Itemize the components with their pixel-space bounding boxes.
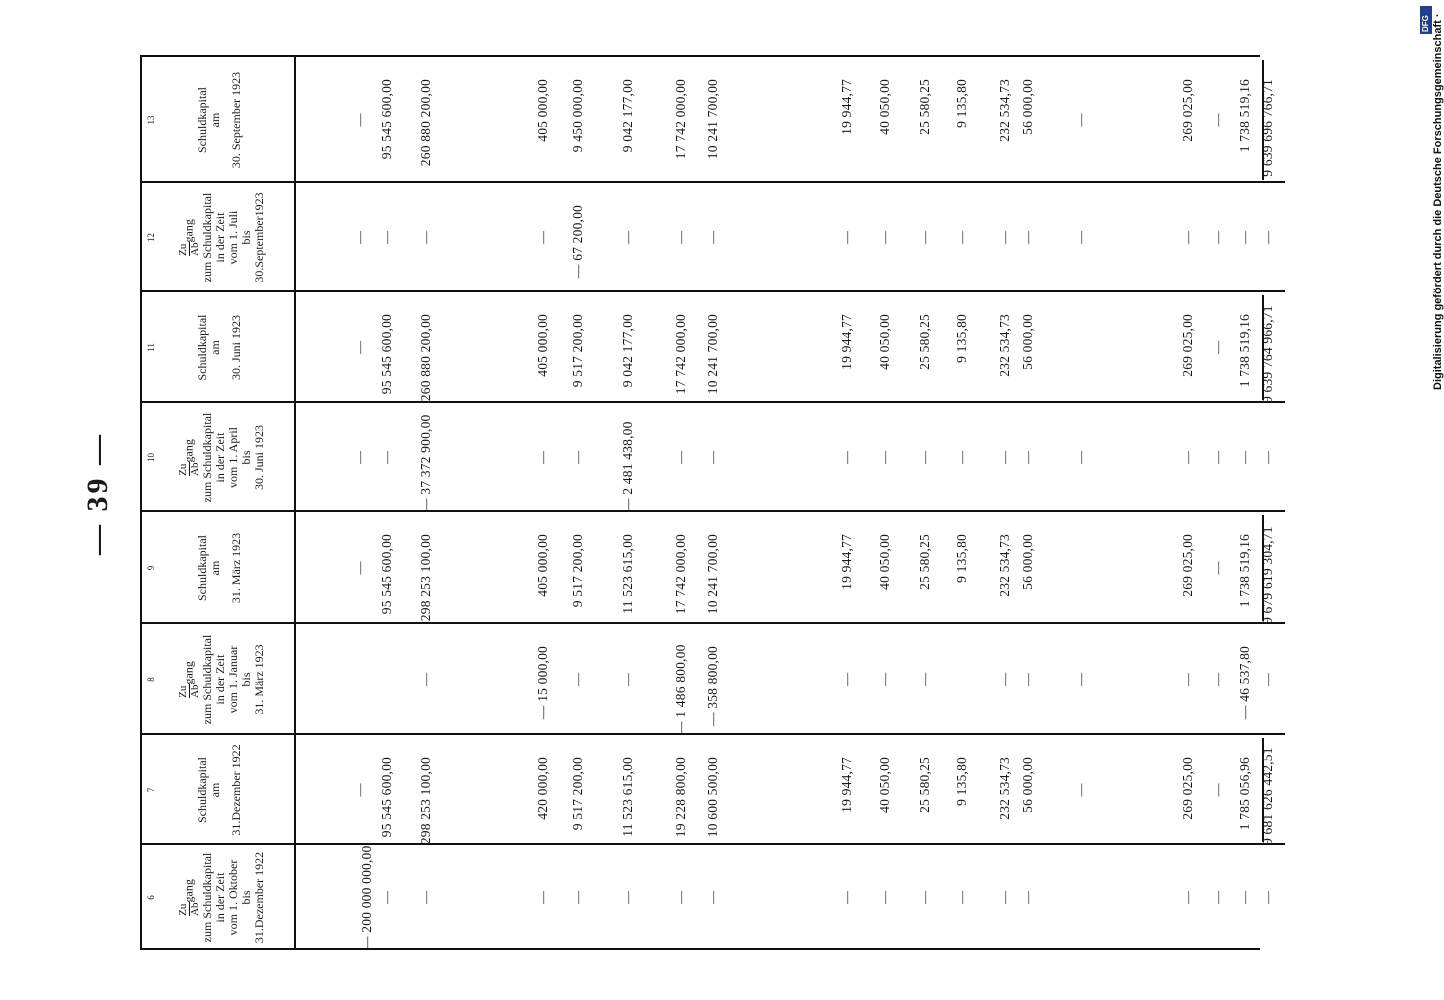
empty-cell-dash: — (954, 231, 969, 244)
empty-cell-dash: — (1210, 451, 1225, 464)
header-line: in der Zeit (213, 432, 227, 483)
header-line: vom 1. Oktober (226, 859, 240, 936)
empty-cell-dash: — (1020, 891, 1035, 904)
header-line: 31.Dezember 1922 (229, 744, 243, 836)
header-bottom-rule (294, 57, 296, 950)
ab-label: Ab (189, 684, 201, 698)
empty-cell-dash: — (1073, 783, 1088, 797)
cell-value: 9 517 200,00 (570, 314, 585, 388)
cell-value: 40 050,00 (877, 79, 892, 135)
cell-value: 40 050,00 (877, 534, 892, 590)
header-line: Schuldkapital (195, 87, 209, 153)
cell-value: 17 742 000,00 (673, 79, 688, 160)
empty-cell-dash: — (839, 451, 854, 464)
table-top-rule (140, 57, 142, 950)
cell-value: 95 545 600,00 (379, 79, 394, 160)
empty-cell-dash: — (1260, 673, 1275, 686)
empty-cell-dash: — (877, 451, 892, 464)
cell-value: 420 000,00 (535, 757, 550, 820)
cell-value: 9 135,80 (954, 534, 969, 583)
column-header-9 (196, 512, 243, 624)
empty-cell-dash: — (673, 231, 688, 244)
header-line: 31. März 1923 (229, 532, 243, 604)
column-number: 12 (146, 233, 156, 242)
column-header-8 (178, 624, 266, 735)
column-header-13 (196, 57, 243, 183)
cell-value: 19 944,77 (839, 757, 854, 813)
cell-value: 9 135,80 (954, 79, 969, 128)
cell-value: 1 738 519,16 (1237, 314, 1252, 388)
header-line: zum Schuldkapital (200, 852, 214, 943)
column-rule (140, 511, 1285, 513)
empty-cell-dash: — (352, 113, 367, 127)
header-line: zum Schuldkapital (200, 412, 214, 503)
empty-cell-dash: — (1020, 451, 1035, 464)
zu-ab-fraction (178, 462, 201, 475)
empty-cell-dash: — (839, 673, 854, 686)
header-line: Schuldkapital (195, 314, 209, 381)
zu-label: Zu (177, 243, 189, 256)
cell-value: 40 050,00 (877, 314, 892, 370)
column-number: 10 (146, 453, 156, 462)
header-line: am (208, 560, 222, 576)
empty-cell-dash: — (877, 673, 892, 686)
cell-value: 269 025,00 (1180, 314, 1195, 377)
cell-value: 9 639 696 766,71 (1260, 79, 1275, 177)
empty-cell-dash: — (997, 673, 1012, 686)
empty-cell-dash: — (1210, 673, 1225, 686)
empty-cell-dash: — (954, 891, 969, 904)
empty-cell-dash: — (1073, 113, 1088, 127)
empty-cell-dash: — (352, 561, 367, 575)
header-line: 30. Juni 1923 (252, 425, 266, 491)
cell-value: 9 681 626 442,51 (1260, 747, 1275, 845)
table-right-rule (140, 55, 1260, 57)
cell-value: 405 000,00 (535, 314, 550, 377)
header-line: zum Schuldkapital (200, 192, 214, 283)
empty-cell-dash: — (1237, 231, 1252, 244)
column-header-11 (196, 292, 243, 403)
gang-label: gang (181, 439, 196, 463)
cell-value: 260 880 200,00 (418, 79, 433, 167)
empty-cell-dash: — (620, 891, 635, 904)
empty-cell-dash: — (1210, 891, 1225, 904)
ab-label: Ab (189, 902, 201, 916)
cell-value: 9 042 177,00 (620, 314, 635, 388)
header-line: zum Schuldkapital (200, 634, 214, 725)
empty-cell-dash: — (673, 891, 688, 904)
ab-label: Ab (189, 462, 201, 476)
empty-cell-dash: — (997, 891, 1012, 904)
empty-cell-dash: — (1180, 451, 1195, 464)
cell-value: 269 025,00 (1180, 757, 1195, 820)
cell-value: 9 517 200,00 (570, 534, 585, 608)
empty-cell-dash: — (1260, 231, 1275, 244)
column-header-7 (196, 735, 243, 845)
page-number: — 39 — (81, 432, 114, 555)
header-line: vom 1. Januar (226, 645, 240, 714)
cell-value: 19 944,77 (839, 79, 854, 135)
cell-value: — 2 481 438,00 (620, 421, 635, 512)
digitization-note-text: Digitalisierung gefördert durch die Deutsche Forschungsgemeinschaft · (1432, 13, 1444, 390)
zu-ab-fraction (178, 684, 201, 697)
empty-cell-dash: — (917, 451, 932, 464)
empty-cell-dash: — (352, 783, 367, 797)
header-line: bis (239, 672, 253, 687)
zu-label: Zu (177, 685, 189, 698)
empty-cell-dash: — (705, 891, 720, 904)
cell-value: 10 241 700,00 (705, 534, 720, 615)
empty-cell-dash: — (917, 673, 932, 686)
empty-cell-dash: — (418, 231, 433, 244)
empty-cell-dash: — (1020, 673, 1035, 686)
header-line: Schuldkapital (195, 757, 209, 823)
empty-cell-dash: — (1180, 891, 1195, 904)
gang-label: gang (181, 219, 196, 243)
cell-value: 9 639 764 966,71 (1260, 305, 1275, 403)
header-line: in der Zeit (213, 212, 227, 263)
cell-value: 1 738 519,16 (1237, 79, 1252, 153)
column-number: 9 (146, 565, 156, 571)
cell-value: 56 000,00 (1020, 534, 1035, 590)
cell-value: — 358 800,00 (705, 646, 720, 727)
empty-cell-dash: — (705, 451, 720, 464)
zu-label: Zu (177, 903, 189, 916)
cell-value: 10 241 700,00 (705, 79, 720, 160)
cell-value: 56 000,00 (1020, 79, 1035, 135)
table-left-rule (140, 948, 1260, 950)
cell-value: 9 450 000,00 (570, 79, 585, 153)
column-number: 7 (146, 787, 156, 793)
cell-value: 40 050,00 (877, 757, 892, 813)
header-line: bis (239, 230, 253, 245)
cell-value: — 37 372 900,00 (418, 414, 433, 512)
zu-label: Zu (177, 463, 189, 476)
empty-cell-dash: — (570, 451, 585, 464)
ab-label: Ab (189, 242, 201, 256)
empty-cell-dash: — (839, 891, 854, 904)
header-line: Schuldkapital (195, 535, 209, 601)
cell-value: 25 580,25 (917, 757, 932, 813)
header-line: 31. März 1923 (252, 644, 266, 715)
empty-cell-dash: — (1073, 451, 1088, 464)
empty-cell-dash: — (620, 231, 635, 244)
column-number: 13 (146, 115, 156, 125)
header-line: 31.Dezember 1922 (252, 851, 266, 944)
empty-cell-dash: — (877, 231, 892, 244)
empty-cell-dash: — (535, 231, 550, 244)
header-line: bis (239, 450, 253, 465)
cell-value: 19 944,77 (839, 534, 854, 590)
cell-value: 260 880 200,00 (418, 314, 433, 402)
cell-value: 25 580,25 (917, 314, 932, 370)
cell-value: 9 042 177,00 (620, 79, 635, 153)
empty-cell-dash: — (1210, 341, 1225, 354)
header-line: in der Zeit (213, 872, 227, 923)
cell-value: 232 534,73 (997, 79, 1012, 142)
empty-cell-dash: — (379, 231, 394, 244)
column-header-6 (178, 845, 266, 950)
gang-label: gang (181, 661, 196, 685)
empty-cell-dash: — (673, 451, 688, 464)
cell-value: 95 545 600,00 (379, 534, 394, 615)
empty-cell-dash: — (917, 891, 932, 904)
cell-value: 298 253 100,00 (418, 757, 433, 845)
empty-cell-dash: — (1073, 673, 1088, 686)
cell-value: 10 600 500,00 (705, 757, 720, 838)
empty-cell-dash: — (1260, 891, 1275, 904)
empty-cell-dash: — (997, 451, 1012, 464)
empty-cell-dash: — (620, 673, 635, 686)
change-label (178, 403, 201, 512)
empty-cell-dash: — (954, 451, 969, 464)
cell-value: 25 580,25 (917, 534, 932, 590)
cell-value: 232 534,73 (997, 534, 1012, 597)
zu-ab-fraction (178, 242, 201, 255)
cell-value: 1 738 519,16 (1237, 534, 1252, 608)
cell-value: 9 135,80 (954, 314, 969, 363)
cell-value: — 1 486 800,00 (673, 644, 688, 735)
cell-value: 19 944,77 (839, 314, 854, 370)
header-line: 30. September 1923 (229, 71, 243, 169)
cell-value: 9 679 619 304,71 (1260, 526, 1275, 624)
cell-value: — 15 000,00 (535, 646, 550, 720)
cell-value: 1 785 056,96 (1237, 757, 1252, 831)
column-header-10 (178, 403, 266, 512)
empty-cell-dash: — (1073, 231, 1088, 244)
column-header-12 (178, 183, 266, 292)
gang-label: gang (181, 879, 196, 903)
dfg-logo (1420, 6, 1432, 34)
cell-value: 17 742 000,00 (673, 534, 688, 615)
cell-value: 11 523 615,00 (620, 534, 635, 614)
empty-cell-dash: — (535, 891, 550, 904)
empty-cell-dash: — (570, 891, 585, 904)
header-line: am (208, 112, 222, 128)
cell-value: 9 517 200,00 (570, 757, 585, 831)
header-line: 30. Juni 1923 (229, 315, 243, 381)
empty-cell-dash: — (1260, 451, 1275, 464)
cell-value: 298 253 100,00 (418, 534, 433, 622)
change-label (178, 845, 201, 950)
empty-cell-dash: — (1180, 673, 1195, 686)
empty-cell-dash: — (418, 891, 433, 904)
cell-value: 10 241 700,00 (705, 314, 720, 395)
empty-cell-dash: — (1237, 891, 1252, 904)
empty-cell-dash: — (1210, 231, 1225, 244)
header-line: vom 1. Juli (226, 210, 240, 265)
header-line: vom 1. April (226, 427, 240, 489)
cell-value: — 67 200,00 (570, 205, 585, 279)
header-line: 30.September1923 (252, 192, 266, 283)
empty-cell-dash: — (352, 451, 367, 464)
cell-value: 11 523 615,00 (620, 757, 635, 837)
empty-cell-dash: — (535, 451, 550, 464)
empty-cell-dash: — (352, 341, 367, 354)
cell-value: 17 742 000,00 (673, 314, 688, 395)
header-line: bis (239, 890, 253, 905)
cell-value: 405 000,00 (535, 79, 550, 142)
cell-value: 25 580,25 (917, 79, 932, 135)
cell-value: 95 545 600,00 (379, 314, 394, 395)
dfg-logo-text: DFG (1421, 15, 1430, 32)
change-label (178, 183, 201, 292)
cell-value: 56 000,00 (1020, 314, 1035, 370)
cell-value: 232 534,73 (997, 314, 1012, 377)
cell-value: 95 545 600,00 (379, 757, 394, 838)
empty-cell-dash: — (1210, 783, 1225, 797)
column-number: 6 (146, 895, 156, 900)
column-rule (140, 291, 1285, 293)
cell-value: — 200 000 000,00 (359, 845, 374, 950)
cell-value: 232 534,73 (997, 757, 1012, 820)
empty-cell-dash: — (917, 231, 932, 244)
column-number: 11 (146, 343, 156, 352)
empty-cell-dash: — (1237, 451, 1252, 464)
empty-cell-dash: — (839, 231, 854, 244)
cell-value: 405 000,00 (535, 534, 550, 597)
header-line: am (208, 782, 222, 798)
cell-value: 269 025,00 (1180, 534, 1195, 597)
empty-cell-dash: — (570, 673, 585, 686)
cell-value: — 46 537,80 (1237, 646, 1252, 720)
cell-value: 269 025,00 (1180, 79, 1195, 142)
empty-cell-dash: — (1180, 231, 1195, 244)
empty-cell-dash: — (1020, 231, 1035, 244)
empty-cell-dash: — (352, 231, 367, 244)
empty-cell-dash: — (1210, 113, 1225, 127)
empty-cell-dash: — (379, 891, 394, 904)
cell-value: 56 000,00 (1020, 757, 1035, 813)
empty-cell-dash: — (1210, 561, 1225, 575)
header-line: am (208, 340, 222, 355)
empty-cell-dash: — (877, 891, 892, 904)
empty-cell-dash: — (997, 231, 1012, 244)
empty-cell-dash: — (418, 673, 433, 686)
empty-cell-dash: — (379, 451, 394, 464)
zu-ab-fraction (178, 902, 201, 915)
header-line: in der Zeit (213, 654, 227, 705)
cell-value: 9 135,80 (954, 757, 969, 806)
cell-value: 19 228 800,00 (673, 757, 688, 838)
change-label (178, 624, 201, 735)
column-number: 8 (146, 677, 156, 682)
empty-cell-dash: — (705, 231, 720, 244)
digitization-note (1418, 10, 1444, 390)
